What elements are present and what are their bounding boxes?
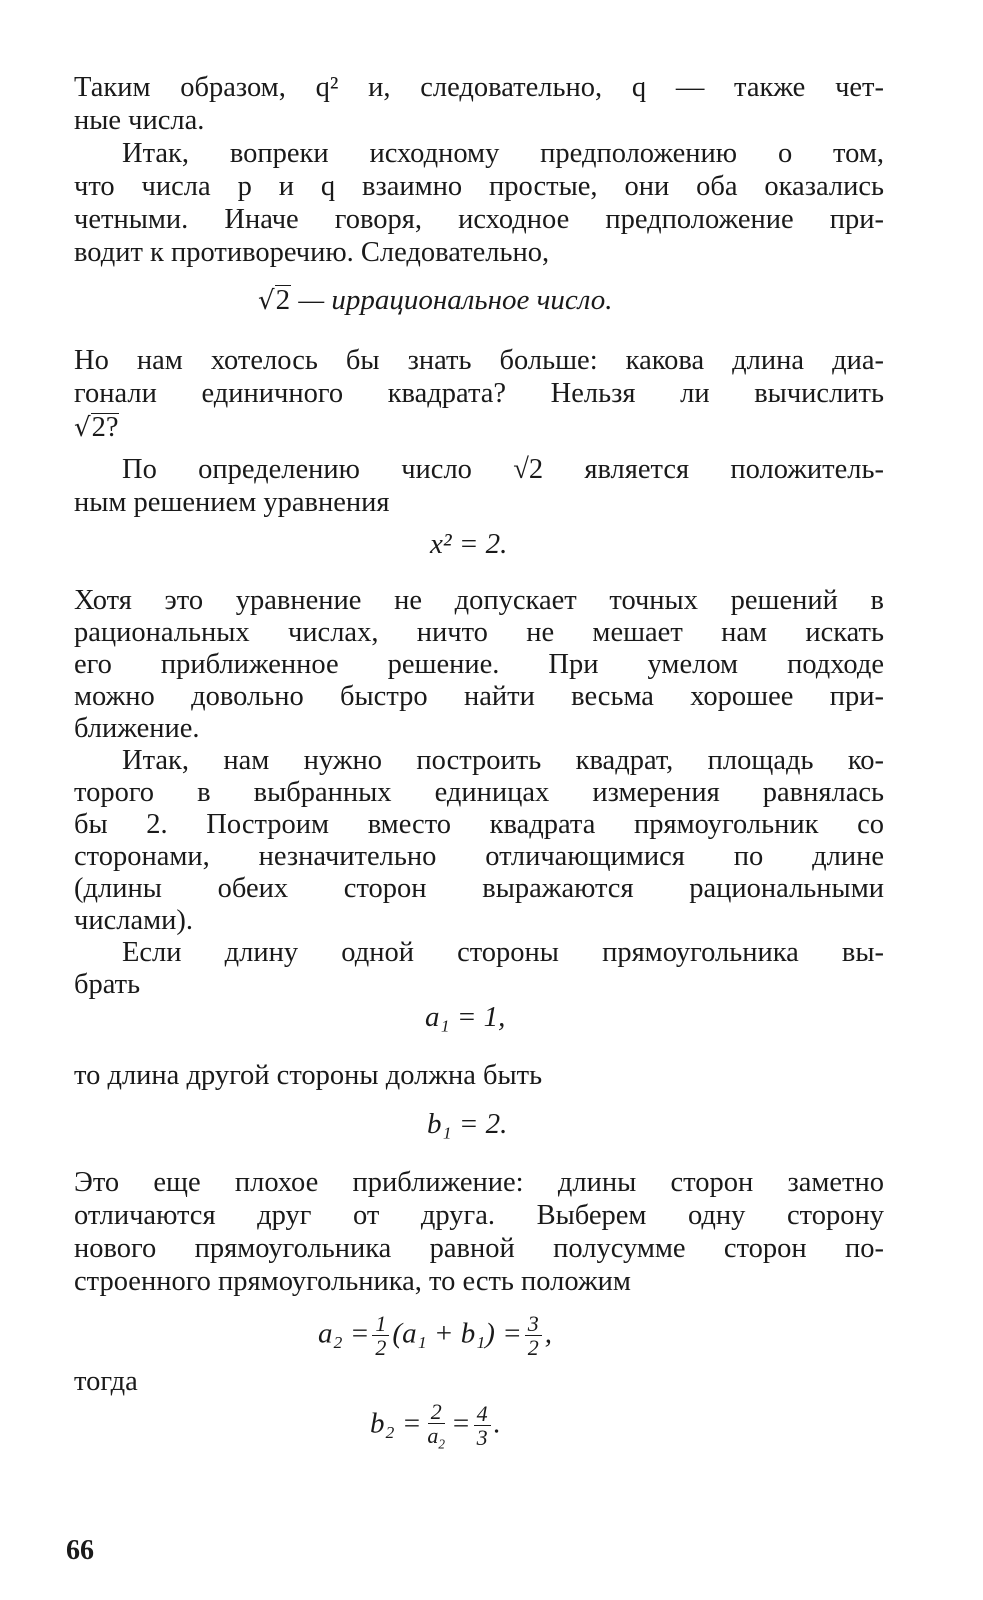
formula-part: a₂ =: [318, 1317, 370, 1350]
radicand: 2?: [91, 412, 119, 443]
text-line: ным решением уравнения: [74, 487, 390, 518]
text-line: брать: [74, 969, 141, 1000]
text-line: отличаются друг от друга. Выберем одну сторону: [74, 1200, 884, 1231]
formula-a2: a₂ = $\frac{1}{2}$ (a₁ + b₁) = $\frac{3}{2}$ ,: [318, 1311, 553, 1361]
formula-b1: b₁ = 2.: [427, 1108, 508, 1140]
text-line: четными. Иначе говоря, исходное предположение при-: [74, 204, 884, 235]
text-line: ные числа.: [74, 105, 205, 136]
fraction-three-halves: $\frac{3}{2}$: [525, 1312, 542, 1359]
text-line: числами).: [74, 905, 194, 936]
formula-b2: b₂ = $\frac{2}{a_2}$ = $\frac{4}{3}$ .: [370, 1399, 501, 1452]
text-line: строенного прямоугольника, то есть положим: [74, 1266, 631, 1297]
text-line: его приближенное решение. При умелом подходе: [74, 649, 884, 680]
text-line: ближение.: [74, 713, 200, 744]
text-line: что числа p и q взаимно простые, они оба оказались: [74, 171, 884, 202]
text-line: рациональных числах, ничто не мешает нам искать: [74, 617, 884, 648]
text-line: гонали единичного квадрата? Нельзя ли вычислить: [74, 378, 884, 409]
text-line: то длина другой стороны должна быть: [74, 1060, 543, 1091]
fraction-one-half: $\frac{1}{2}$: [372, 1312, 389, 1359]
text-line: Если длину одной стороны прямоугольника вы-: [122, 937, 884, 968]
text-line: нового прямоугольника равной полусумме сторон по-: [74, 1233, 884, 1264]
text-line: Но нам хотелось бы знать больше: какова длина диа-: [74, 345, 884, 376]
text-line: Итак, нам нужно построить квадрат, площадь ко-: [122, 745, 884, 776]
text-line: По определению число √2 является положитель-: [122, 454, 884, 485]
text-line: Таким образом, q² и, следовательно, q — также чет-: [74, 72, 884, 103]
formula-sqrt2-irrational: √2 — иррациональное число.: [258, 284, 613, 316]
formula-part: (a₁ + b₁) =: [392, 1317, 522, 1350]
formula-part: b₂ =: [370, 1407, 422, 1440]
fraction-two-over-a2: $\frac{2}{a_2}$: [427, 1399, 445, 1452]
text-line: (длины обеих сторон выражаются рациональными: [74, 873, 884, 904]
text-line: сторонами, незначительно отличающимися по длине: [74, 841, 884, 872]
text-line: Итак, вопреки исходному предположению о том,: [122, 138, 884, 169]
text-line: можно довольно быстро найти весьма хорошее при-: [74, 681, 884, 712]
text-line: Это еще плохое приближение: длины сторон заметно: [74, 1167, 884, 1198]
text-line: бы 2. Построим вместо квадрата прямоугольник со: [74, 809, 884, 840]
formula-x-squared: x² = 2.: [430, 528, 508, 560]
text-line: торого в выбранных единицах измерения равнялась: [74, 777, 884, 808]
formula-sqrt2-question: √2?: [74, 412, 119, 443]
formula-text: — иррациональное число.: [298, 284, 613, 316]
text-line: тогда: [74, 1366, 138, 1397]
text-line: Хотя это уравнение не допускает точных решений в: [74, 585, 884, 616]
fraction-four-thirds: $\frac{4}{3}$: [474, 1402, 491, 1449]
page-number: 66: [66, 1535, 94, 1566]
formula-a1: a₁ = 1,: [425, 1001, 506, 1033]
text-line: водит к противоречию. Следовательно,: [74, 237, 550, 268]
